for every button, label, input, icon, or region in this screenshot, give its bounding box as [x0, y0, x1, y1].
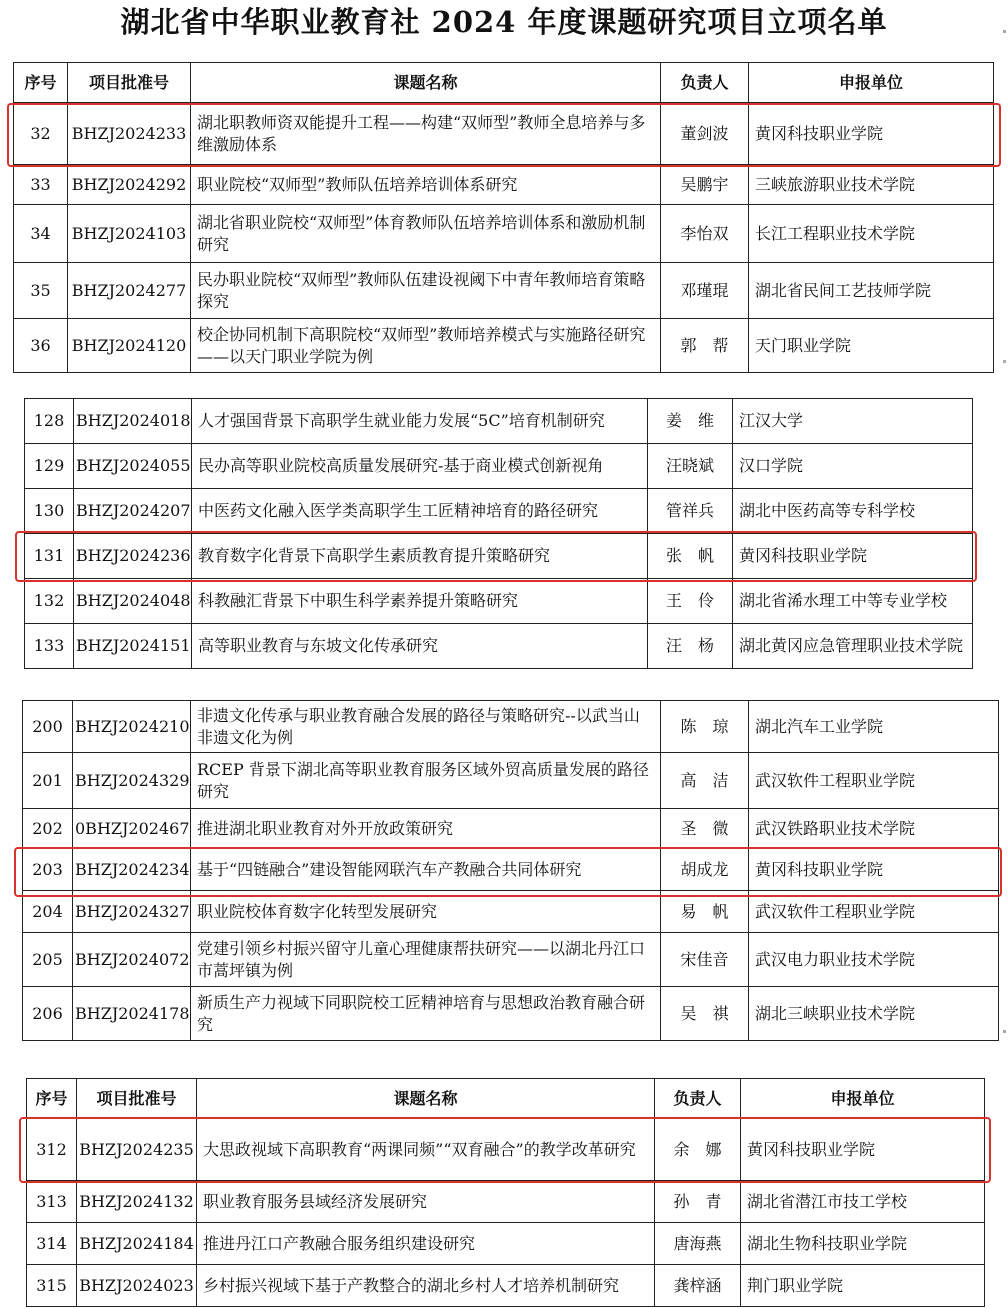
cell-topic: 人才强国背景下高职学生就业能力发展“5C”培育机制研究 — [192, 399, 648, 444]
cell-leader: 易 帆 — [661, 891, 749, 933]
cell-batch: BHZJ2024210 — [73, 701, 191, 753]
cell-unit: 湖北省浠水理工中等专业学校 — [733, 579, 973, 624]
cell-topic: 基于“四链融合”建设智能网联汽车产教融合共同体研究 — [191, 849, 661, 891]
cell-topic: 推进湖北职业教育对外开放政策研究 — [191, 809, 661, 849]
cell-unit: 天门职业学院 — [749, 319, 994, 373]
table-row — [23, 891, 999, 933]
cell-seq: 200 — [23, 701, 73, 753]
cell-batch: BHZJ2024055 — [74, 444, 192, 489]
cell-topic: 乡村振兴视域下基于产教整合的湖北乡村人才培养机制研究 — [197, 1265, 655, 1307]
table-row — [23, 933, 999, 987]
cell-unit: 湖北生物科技职业学院 — [741, 1223, 985, 1265]
cell-unit: 湖北黄冈应急管理职业技术学院 — [733, 624, 973, 669]
header-leader: 负责人 — [661, 63, 749, 103]
cell-topic: 党建引领乡村振兴留守儿童心理健康帮扶研究——以湖北丹江口市蒿坪镇为例 — [191, 933, 661, 987]
cell-leader: 汪 杨 — [648, 624, 733, 669]
cell-topic: 湖北职教师资双能提升工程——构建“双师型”教师全息培养与多维激励体系 — [191, 103, 661, 165]
cell-seq: 131 — [25, 534, 74, 579]
cell-seq: 314 — [27, 1223, 77, 1265]
cell-seq: 129 — [25, 444, 74, 489]
page-edge-mark — [1003, 360, 1006, 363]
cell-seq: 36 — [14, 319, 68, 373]
cell-topic: 湖北省职业院校“双师型”体育教师队伍培养培训体系和激励机制研究 — [191, 205, 661, 263]
cell-seq: 133 — [25, 624, 74, 669]
cell-leader: 余 娜 — [655, 1119, 741, 1181]
project-table-segment-1 — [13, 62, 994, 373]
table-row — [27, 1181, 985, 1223]
cell-unit: 黄冈科技职业学院 — [733, 534, 973, 579]
cell-topic: 科教融汇背景下中职生科学素养提升策略研究 — [192, 579, 648, 624]
table-row — [25, 399, 973, 444]
header-leader: 负责人 — [655, 1079, 741, 1119]
header-seq: 序号 — [14, 63, 68, 103]
cell-leader: 李怡双 — [661, 205, 749, 263]
table-row — [27, 1119, 985, 1181]
cell-unit: 武汉软件工程职业学院 — [749, 753, 999, 809]
page-edge-mark — [1003, 1030, 1006, 1033]
cell-topic: 职业教育服务县域经济发展研究 — [197, 1181, 655, 1223]
cell-seq: 34 — [14, 205, 68, 263]
header-topic: 课题名称 — [197, 1079, 655, 1119]
cell-unit: 湖北三峡职业技术学院 — [749, 987, 999, 1041]
cell-seq: 312 — [27, 1119, 77, 1181]
document-title: 湖北省中华职业教育社 2024 年度课题研究项目立项名单 — [120, 5, 888, 39]
cell-batch: 0BHZJ202467 — [73, 809, 191, 849]
cell-seq: 205 — [23, 933, 73, 987]
cell-batch: BHZJ2024234 — [73, 849, 191, 891]
cell-unit: 黄冈科技职业学院 — [749, 849, 999, 891]
cell-batch: BHZJ2024277 — [68, 263, 191, 319]
cell-unit: 武汉软件工程职业学院 — [749, 891, 999, 933]
cell-unit: 武汉铁路职业技术学院 — [749, 809, 999, 849]
cell-leader: 吴 祺 — [661, 987, 749, 1041]
header-batch: 项目批准号 — [77, 1079, 197, 1119]
cell-leader: 高 洁 — [661, 753, 749, 809]
cell-leader: 孙 青 — [655, 1181, 741, 1223]
cell-topic: 职业院校体育数字化转型发展研究 — [191, 891, 661, 933]
cell-seq: 33 — [14, 165, 68, 205]
cell-leader: 宋佳音 — [661, 933, 749, 987]
cell-leader: 管祥兵 — [648, 489, 733, 534]
cell-seq: 315 — [27, 1265, 77, 1307]
cell-unit: 黄冈科技职业学院 — [749, 103, 994, 165]
cell-leader: 邓瑾琨 — [661, 263, 749, 319]
cell-topic: 教育数字化背景下高职学生素质教育提升策略研究 — [192, 534, 648, 579]
cell-seq: 130 — [25, 489, 74, 534]
table-row — [25, 579, 973, 624]
cell-seq: 132 — [25, 579, 74, 624]
cell-unit: 湖北中医药高等专科学校 — [733, 489, 973, 534]
cell-batch: BHZJ2024178 — [73, 987, 191, 1041]
cell-topic: 非遗文化传承与职业教育融合发展的路径与策略研究--以武当山非遗文化为例 — [191, 701, 661, 753]
table-row — [23, 809, 999, 849]
cell-unit: 黄冈科技职业学院 — [741, 1119, 985, 1181]
table-row — [27, 1265, 985, 1307]
table-row — [14, 319, 994, 373]
cell-leader: 张 帆 — [648, 534, 733, 579]
header-unit: 申报单位 — [749, 63, 994, 103]
cell-batch: BHZJ2024207 — [74, 489, 192, 534]
cell-seq: 202 — [23, 809, 73, 849]
table-row — [27, 1223, 985, 1265]
header-batch: 项目批准号 — [68, 63, 191, 103]
cell-unit: 湖北汽车工业学院 — [749, 701, 999, 753]
cell-batch: BHZJ2024103 — [68, 205, 191, 263]
cell-seq: 206 — [23, 987, 73, 1041]
cell-batch: BHZJ2024018 — [74, 399, 192, 444]
cell-unit: 荆门职业学院 — [741, 1265, 985, 1307]
cell-topic: RCEP 背景下湖北高等职业教育服务区域外贸高质量发展的路径研究 — [191, 753, 661, 809]
cell-batch: BHZJ2024151 — [74, 624, 192, 669]
cell-seq: 201 — [23, 753, 73, 809]
cell-batch: BHZJ2024184 — [77, 1223, 197, 1265]
cell-leader: 龚梓涵 — [655, 1265, 741, 1307]
cell-topic: 职业院校“双师型”教师队伍培养培训体系研究 — [191, 165, 661, 205]
table-row — [23, 753, 999, 809]
cell-batch: BHZJ2024233 — [68, 103, 191, 165]
cell-seq: 35 — [14, 263, 68, 319]
cell-leader: 王 伶 — [648, 579, 733, 624]
table-row — [14, 205, 994, 263]
cell-batch: BHZJ2024329 — [73, 753, 191, 809]
cell-seq: 32 — [14, 103, 68, 165]
header-unit: 申报单位 — [741, 1079, 985, 1119]
header-seq: 序号 — [27, 1079, 77, 1119]
cell-unit: 江汉大学 — [733, 399, 973, 444]
table-row — [25, 624, 973, 669]
cell-seq: 313 — [27, 1181, 77, 1223]
cell-batch: BHZJ2024327 — [73, 891, 191, 933]
cell-leader: 唐海燕 — [655, 1223, 741, 1265]
cell-seq: 203 — [23, 849, 73, 891]
table-header-row — [27, 1079, 985, 1119]
cell-topic: 推进丹江口产教融合服务组织建设研究 — [197, 1223, 655, 1265]
cell-unit: 长江工程职业技术学院 — [749, 205, 994, 263]
cell-leader: 汪晓斌 — [648, 444, 733, 489]
cell-unit: 湖北省民间工艺技师学院 — [749, 263, 994, 319]
cell-unit: 汉口学院 — [733, 444, 973, 489]
cell-topic: 校企协同机制下高职院校“双师型”教师培养模式与实施路径研究——以天门职业学院为例 — [191, 319, 661, 373]
cell-topic: 高等职业教育与东坡文化传承研究 — [192, 624, 648, 669]
table-header-row — [14, 63, 994, 103]
table-row — [14, 165, 994, 205]
table-row — [14, 103, 994, 165]
page-edge-mark — [1003, 30, 1006, 33]
cell-batch: BHZJ2024048 — [74, 579, 192, 624]
cell-unit: 武汉电力职业技术学院 — [749, 933, 999, 987]
table-row — [25, 489, 973, 534]
project-table-segment-3 — [22, 700, 999, 1041]
cell-topic: 民办高等职业院校高质量发展研究-基于商业模式创新视角 — [192, 444, 648, 489]
header-topic: 课题名称 — [191, 63, 661, 103]
cell-batch: BHZJ2024236 — [74, 534, 192, 579]
cell-seq: 128 — [25, 399, 74, 444]
table-row — [14, 263, 994, 319]
cell-batch: BHZJ2024120 — [68, 319, 191, 373]
cell-batch: BHZJ2024023 — [77, 1265, 197, 1307]
table-row — [23, 701, 999, 753]
cell-batch: BHZJ2024132 — [77, 1181, 197, 1223]
cell-leader: 圣 微 — [661, 809, 749, 849]
cell-topic: 民办职业院校“双师型”教师队伍建设视阈下中青年教师培育策略探究 — [191, 263, 661, 319]
cell-leader: 郭 帮 — [661, 319, 749, 373]
cell-leader: 胡成龙 — [661, 849, 749, 891]
cell-leader: 姜 维 — [648, 399, 733, 444]
cell-topic: 新质生产力视域下同职院校工匠精神培育与思想政治教育融合研究 — [191, 987, 661, 1041]
project-table-segment-2 — [24, 398, 973, 669]
cell-batch: BHZJ2024292 — [68, 165, 191, 205]
table-row — [23, 849, 999, 891]
cell-seq: 204 — [23, 891, 73, 933]
cell-unit: 湖北省潜江市技工学校 — [741, 1181, 985, 1223]
cell-leader: 吴鹏宇 — [661, 165, 749, 205]
table-row — [23, 987, 999, 1041]
cell-unit: 三峡旅游职业技术学院 — [749, 165, 994, 205]
cell-topic: 中医药文化融入医学类高职学生工匠精神培育的路径研究 — [192, 489, 648, 534]
cell-topic: 大思政视域下高职教育“两课同频”“双育融合”的教学改革研究 — [197, 1119, 655, 1181]
cell-batch: BHZJ2024235 — [77, 1119, 197, 1181]
project-table-segment-4 — [26, 1078, 985, 1307]
cell-batch: BHZJ2024072 — [73, 933, 191, 987]
cell-leader: 董剑波 — [661, 103, 749, 165]
table-row — [25, 444, 973, 489]
table-row — [25, 534, 973, 579]
cell-leader: 陈 琼 — [661, 701, 749, 753]
